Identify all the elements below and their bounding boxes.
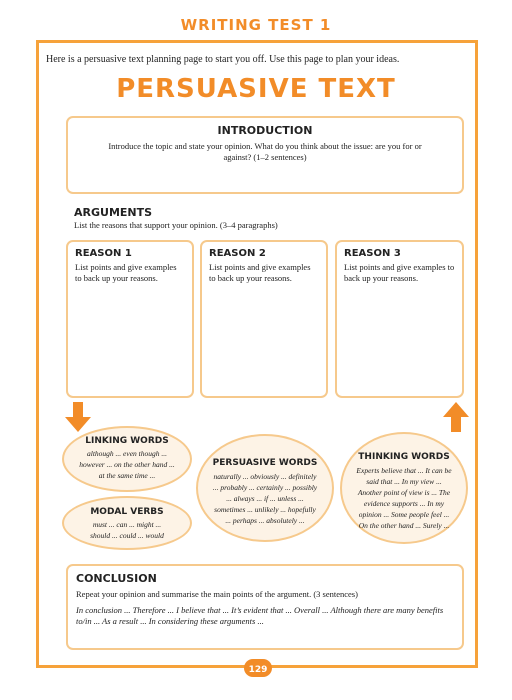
page-number-badge <box>244 659 272 677</box>
introduction-heading: INTRODUCTION <box>217 124 313 137</box>
arrow-up-icon <box>442 402 470 432</box>
test-title: WRITING TEST 1 <box>180 16 332 34</box>
reason-3-box[interactable] <box>335 240 464 398</box>
linking-words-bubble <box>62 426 192 492</box>
persuasive-words-bubble <box>196 434 334 542</box>
reason-2-text: List points and give examples to back up your reasons. <box>209 262 311 283</box>
reason-2-heading: REASON 2 <box>209 248 266 259</box>
thinking-words-text: Experts believe that ... It can be said that ... In my view ... Another point of view is ... The evidence supports ... In my opinion ... Some people feel ... On the other hand ... Surely ... <box>356 466 452 530</box>
persuasive-words-text: naturally ... obviously ... definitely ... probably ... certainly ... possibly ... always ... if ... unless ... sometimes ... unlikely ... hopefully ... perhaps ... absolutely ... <box>212 472 318 525</box>
arguments-heading: ARGUMENTS <box>74 206 153 219</box>
reason-1-heading: REASON 1 <box>75 248 132 259</box>
reason-3-text: List points and give examples to back up your reasons. <box>344 262 455 283</box>
linking-words-heading: LINKING WORDS <box>85 436 169 446</box>
page-title: PERSUASIVE TEXT <box>116 74 396 104</box>
reason-3-heading: REASON 3 <box>344 248 401 259</box>
arrow-down-icon <box>64 402 92 432</box>
linking-words-text: although ... even though ... however ... on the other hand ... at the same time ... <box>79 449 175 480</box>
introduction-box[interactable] <box>66 116 464 194</box>
page-intro: Here is a persuasive text planning page to start you off. Use this page to plan your ideas. <box>46 54 400 65</box>
reason-1-text: List points and give examples to back up your reasons. <box>75 262 177 283</box>
introduction-text: Introduce the topic and state your opinion. What do you think about the issue: are you for or against? (1–2 sentences) <box>108 141 422 162</box>
conclusion-text: Repeat your opinion and summarise the main points of the argument. (3 sentences) <box>76 589 358 599</box>
thinking-words-heading: THINKING WORDS <box>358 452 450 462</box>
page-number: 129 <box>248 665 268 675</box>
modal-verbs-bubble <box>62 496 192 550</box>
arguments-subtext: List the reasons that support your opinion. (3–4 paragraphs) <box>74 220 278 230</box>
modal-verbs-heading: MODAL VERBS <box>90 507 164 517</box>
conclusion-heading: CONCLUSION <box>76 572 157 585</box>
conclusion-box[interactable] <box>66 564 464 650</box>
thinking-words-bubble <box>340 432 468 544</box>
persuasive-words-heading: PERSUASIVE WORDS <box>212 458 318 468</box>
conclusion-examples: In conclusion ... Therefore ... I believe that ... It’s evident that ... Overall ... Although there are many benefits to/in ... As a result ... In considering these arguments ... <box>76 605 444 626</box>
reason-2-box[interactable] <box>200 240 328 398</box>
reason-1-box[interactable] <box>66 240 194 398</box>
modal-verbs-text: must ... can ... might ... should ... could ... would <box>90 520 164 540</box>
